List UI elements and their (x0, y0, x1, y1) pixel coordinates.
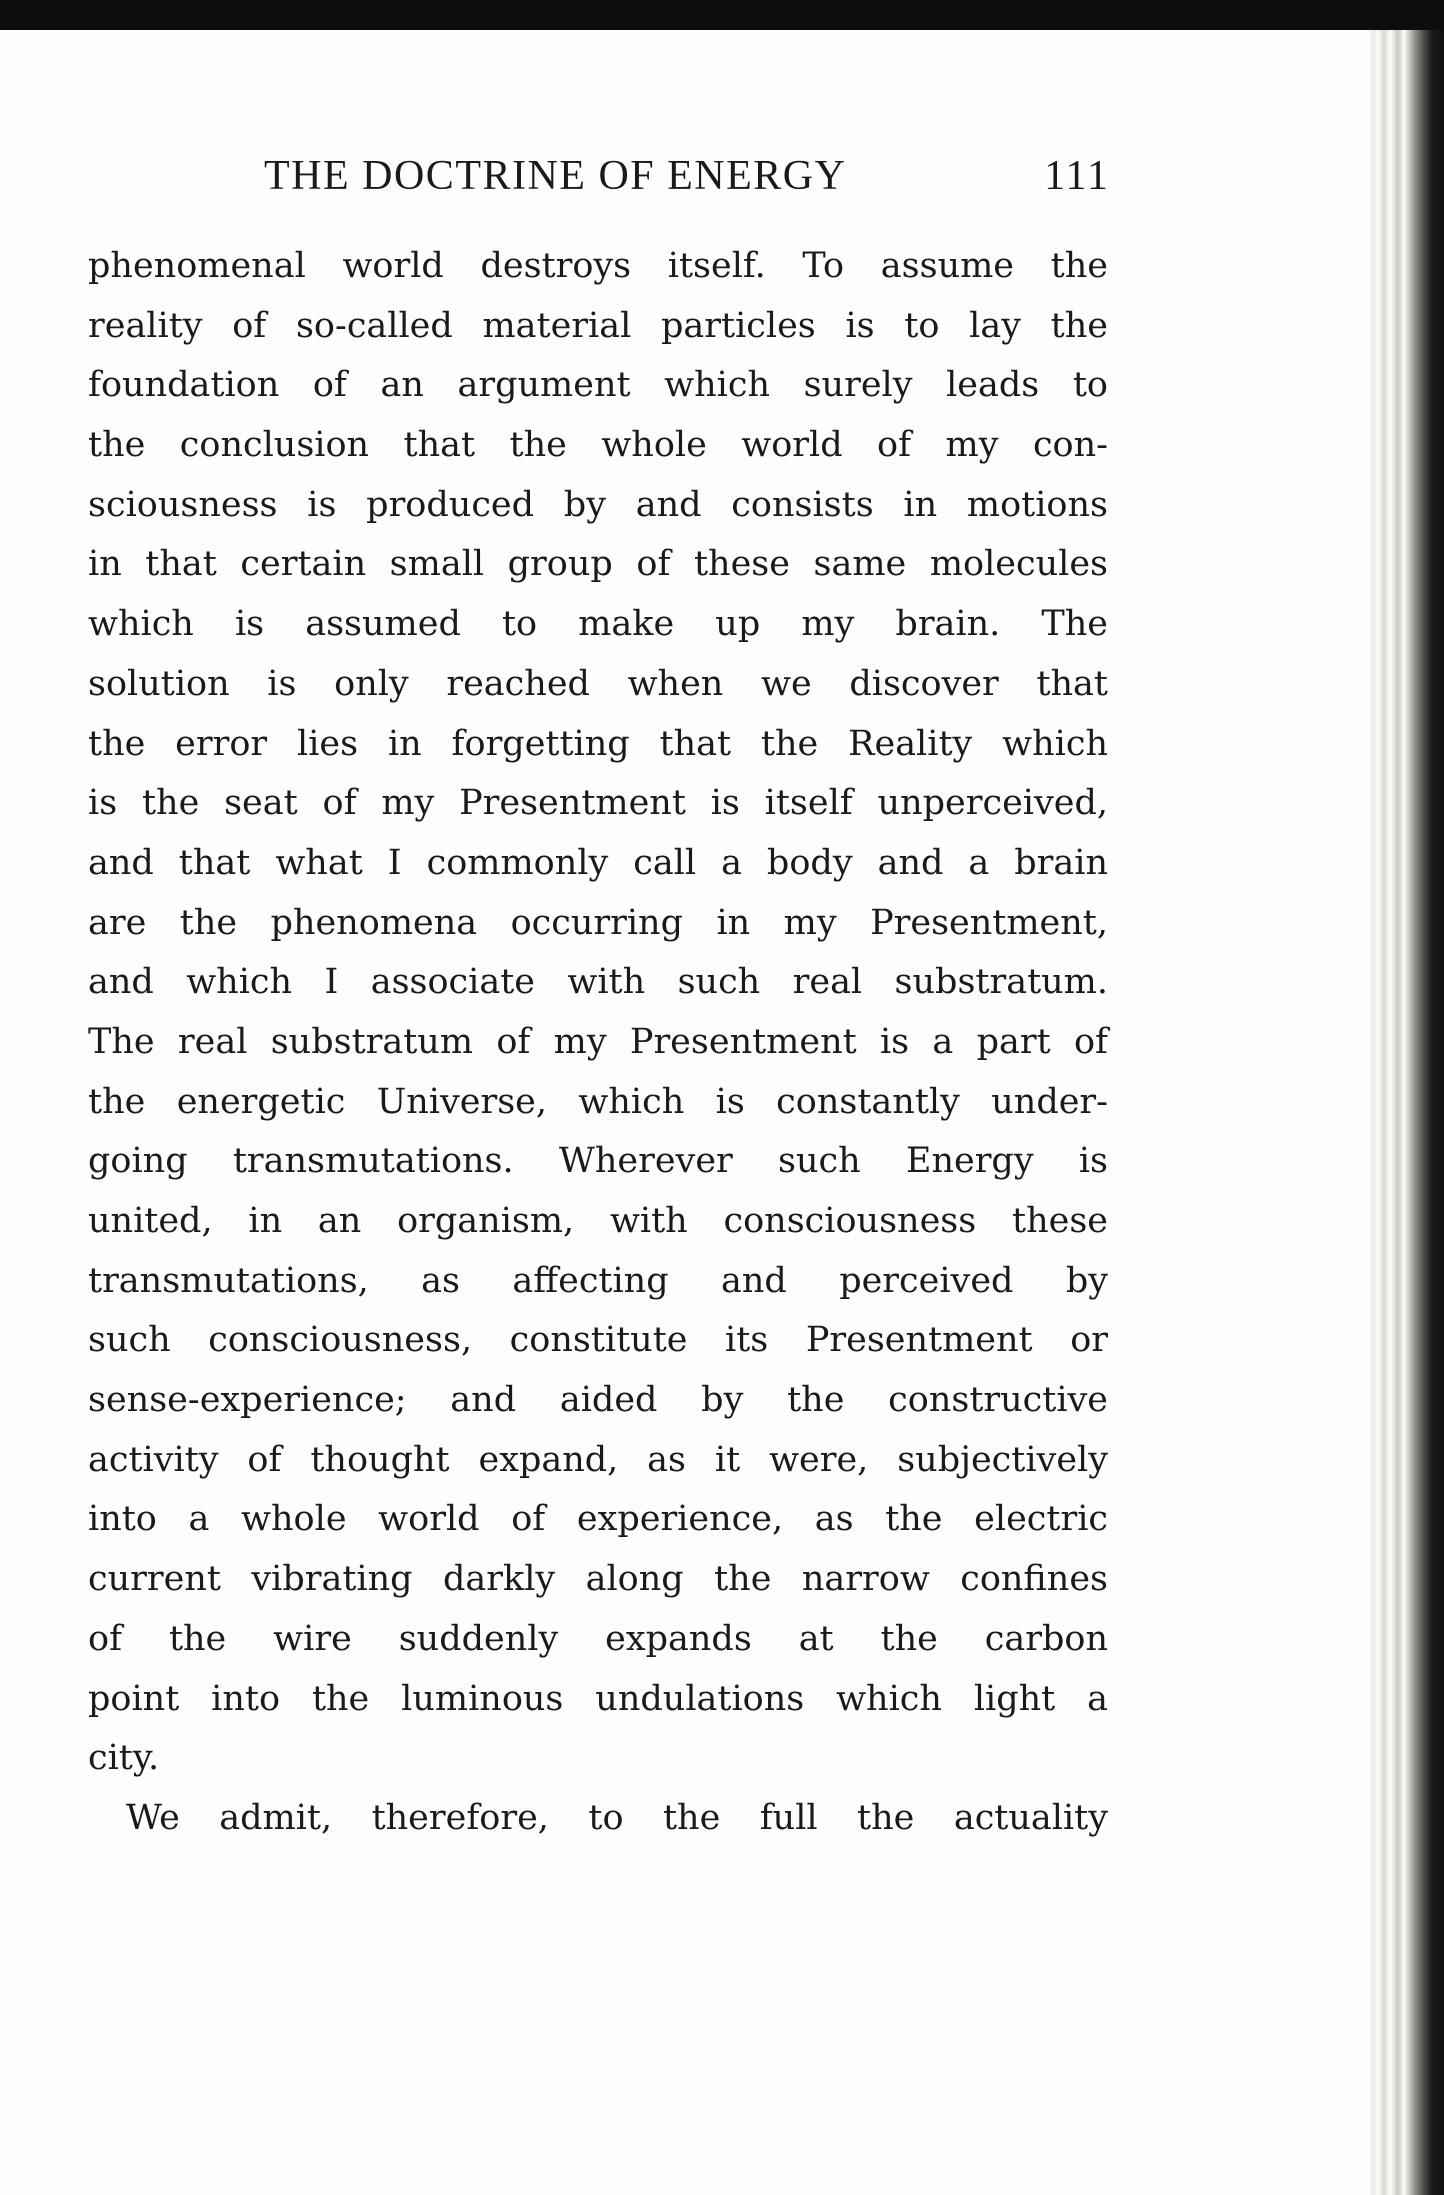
text-line: and that what I commonly call a body and a brain (88, 842, 1108, 883)
text-line: the conclusion that the whole world of my con- (88, 425, 1108, 466)
text-line: the energetic Universe, which is constantly under- (88, 1081, 1108, 1122)
text-line: of the wire suddenly expands at the carbon (88, 1618, 1108, 1659)
text-line: going transmutations. Wherever such Energy is (88, 1141, 1108, 1182)
text-line: the error lies in forgetting that the Reality which (88, 723, 1108, 764)
text-line: which is assumed to make up my brain. The (88, 604, 1108, 645)
text-line: is the seat of my Presentment is itself unperceived, (88, 783, 1108, 824)
running-head-title: THE DOCTRINE OF ENERGY (264, 153, 847, 199)
text-line: The real substratum of my Presentment is a part of (88, 1021, 1108, 1062)
text-line: point into the luminous undulations which light a (88, 1678, 1108, 1719)
text-line: current vibrating darkly along the narrow confines (88, 1559, 1108, 1600)
text-line: united, in an organism, with consciousness these (88, 1201, 1108, 1241)
book-spine-edge (1368, 30, 1444, 2195)
text-line: foundation of an argument which surely leads to (88, 365, 1108, 406)
text-line: sense-experience; and aided by the constructive (88, 1380, 1108, 1421)
text-line: such consciousness, constitute its Presentment or (88, 1320, 1108, 1361)
text-line: transmutations, as affecting and perceived by (88, 1260, 1108, 1301)
text-line: into a whole world of experience, as the electric (88, 1499, 1108, 1540)
body-text (88, 237, 1108, 1849)
text-line: are the phenomena occurring in my Presentment, (88, 902, 1108, 943)
text-line: in that certain small group of these same molecules (88, 544, 1108, 585)
paragraph-end-line: city. (88, 1738, 160, 1779)
paragraph-start-line: We admit, therefore, to the full the actuality (126, 1797, 1108, 1838)
page-number: 111 (1044, 153, 1110, 199)
text-line: phenomenal world destroys itself. To assume the (88, 246, 1108, 286)
text-line: sciousness is produced by and consists in motions (88, 484, 1108, 525)
running-head (90, 146, 1110, 206)
text-line: activity of thought expand, as it were, subjectively (88, 1439, 1108, 1480)
text-line: and which I associate with such real substratum. (88, 962, 1108, 1003)
text-line: reality of so-called material particles is to lay the (88, 305, 1108, 346)
scan-top-border (0, 0, 1444, 30)
text-line: solution is only reached when we discover that (88, 663, 1108, 704)
